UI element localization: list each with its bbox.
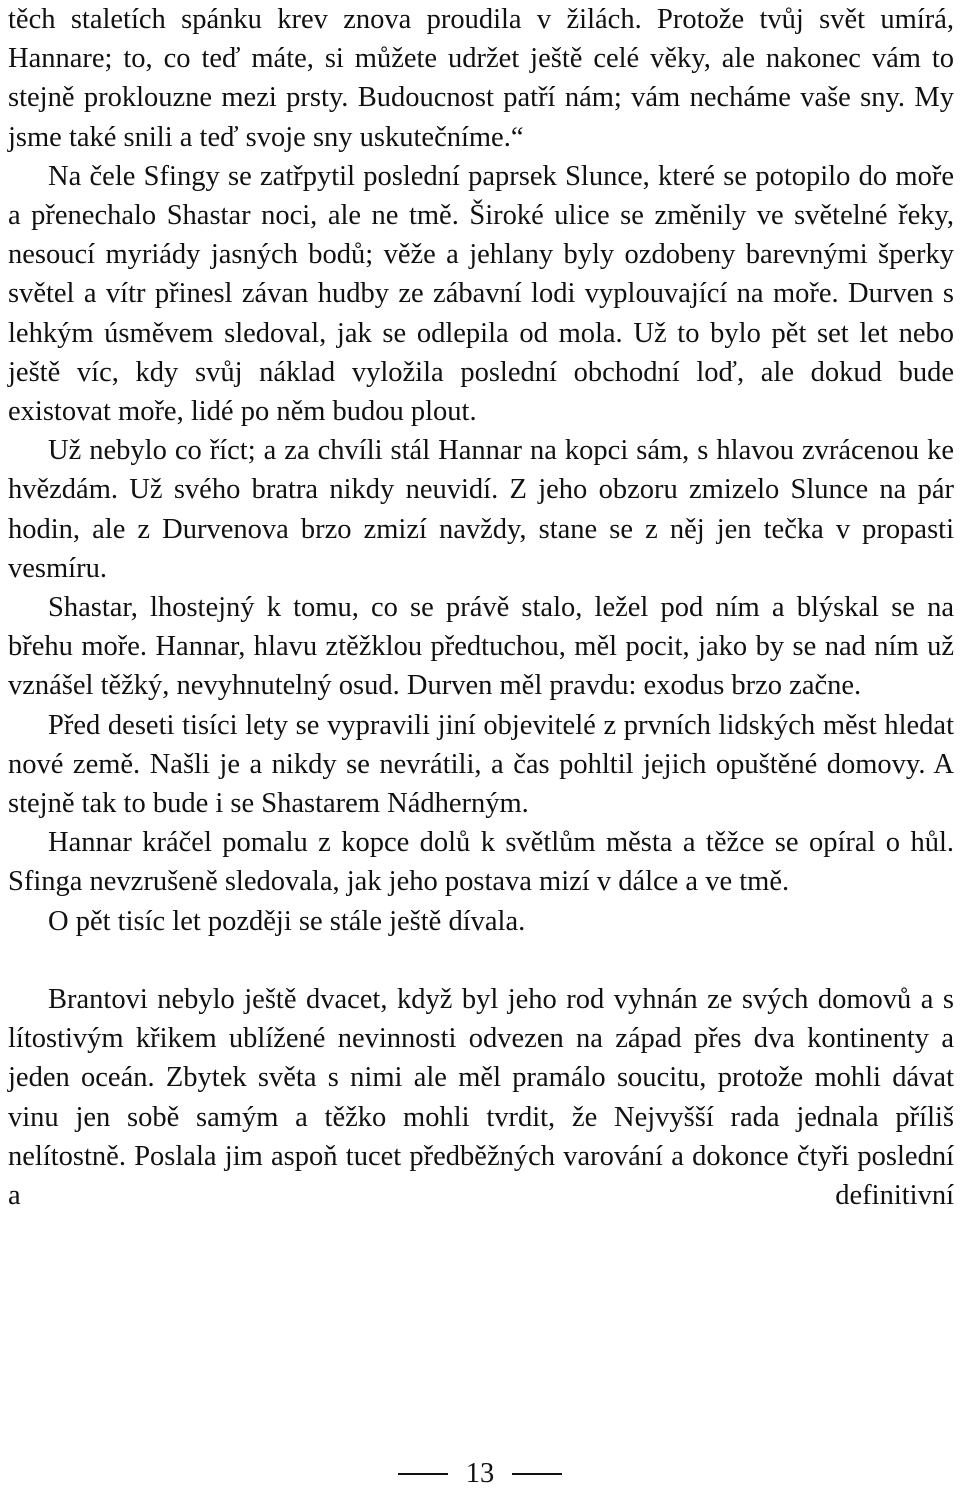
page-footer [0,1458,960,1490]
paragraph-hannar-walks: Hannar kráčel pomalu z kopce dolů k světlům města a těžce se opíral o hůl. Sfinga nevzrušeně sledovala, jak jeho postava mizí v dálce a ve tmě. [8,827,954,898]
paragraph-five-thousand-years: O pět tisíc let později se stále ještě dívala. [48,905,526,937]
footer-dash-right [512,1473,562,1475]
paragraph-shastar: Shastar, lhostejný k tomu, co se právě stalo, ležel pod ním a blýskal se na břehu moře. Hannar, hlavu ztěžklou předtuchou, měl pocit, jako by se nad ním už vznášel těžký, nevyhnutelný osud. Durven měl pravdu: exodus brzo začne. [8,592,954,702]
section-break [8,941,954,980]
footer-dash-left [398,1473,448,1475]
paragraph-sphinx: Na čele Sfingy se zatřpytil poslední paprsek Slunce, které se potopilo do moře a přenechalo Shastar noci, ale ne tmě. Široké ulice se změnily ve světelné řeky, nesoucí myriády jasných bodů; věže a jehlany byly ozdobeny barevnými šperky světel a vítr přinesl závan hudby ze zábavní lodi vyplouvající na moře. Durven s lehkým úsměvem sledoval, jak se odlepila od mola. Už to bylo pět set let nebo ještě víc, kdy svůj náklad vyložila poslední obchodní loď, ale dokud bude existovat moře, lidé po něm budou plout. [8,160,954,428]
page-number: 13 [465,1458,495,1489]
paragraph-hannar-alone: Už nebylo co říct; a za chvíli stál Hannar na kopci sám, s hlavou zvrácenou ke hvězdám. Už svého bratra nikdy neuvidí. Z jeho obzoru zmizelo Slunce na pár hodin, ale z Durvenova brzo zmizí navždy, stane se z něj jen tečka v propasti vesmíru. [8,435,954,584]
paragraph-brant: Brantovi nebylo ještě dvacet, když byl jeho rod vyhnán ze svých domovů a s lítostivým křikem ublížené nevinnosti odvezen na západ přes dva kontinenty a jeden oceán. Zbytek světa s nimi ale měl pramálo soucitu, protože mohli dávat vinu jen sobě samým a těžko mohli tvrdit, že Nejvyšší rada jednala příliš nelítostně. Poslala jim aspoň tucet předběžných varování a dokonce čtyři poslední a definitivní [8,984,954,1212]
book-page [8,0,954,1215]
paragraph-continuation: těch staletích spánku krev znova proudila v žilách. Protože tvůj svět umírá, Hannare; to, co teď máte, si můžete udržet ještě celé věky, ale nakonec vám to stejně proklouzne mezi prsty. Budoucnost patří nám; vám necháme vaše sny. My jsme také snili a teď svoje sny uskutečníme.“ [8,4,954,153]
paragraph-explorers: Před deseti tisíci lety se vypravili jiní objevitelé z prvních lidských měst hledat nové země. Našli je a nikdy se nevrátili, a čas pohltil jejich opuštěné domovy. A stejně tak to bude i se Shastarem Nádherným. [8,709,954,820]
